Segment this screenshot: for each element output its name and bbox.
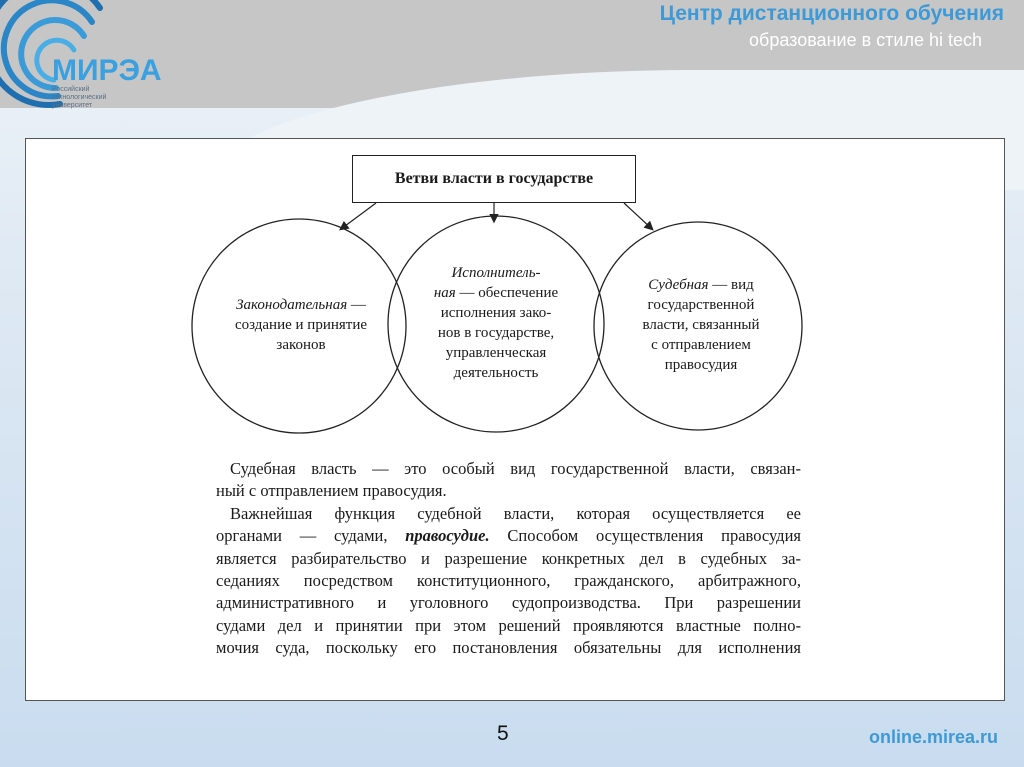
- site-link[interactable]: online.mirea.ru: [868, 727, 998, 747]
- text-line: ный с отправлением правосудия.: [216, 481, 447, 501]
- slide-content: [25, 138, 1005, 701]
- text-line: является разбирательство и разрешение конкретных дел в судебных за-: [216, 548, 801, 568]
- executive-text: Исполнитель- ная — обеспечение исполнения зако- нов в государстве, управленческая деятельность: [433, 265, 559, 381]
- org-name: Российский технологический университет: [52, 86, 107, 109]
- text-line: судами дел и принятии при этом решений проявляются властные полно-: [216, 615, 801, 635]
- text-line: Важнейшая функция судебной власти, которая осуществляется ее: [230, 503, 801, 523]
- text-line: Судебная власть — это особый вид государственной власти, связан-: [230, 459, 801, 478]
- svg-text:МИРЭА: МИРЭА: [52, 54, 162, 87]
- text-line: седаниях посредством конституционного, гражданского, арбитражного,: [216, 571, 801, 591]
- text-line: мочия суда, поскольку его постановления обязательны для исполнения: [216, 638, 801, 658]
- body-text: [216, 458, 801, 660]
- text-line: административного и уголовного судопроизводства. При разрешении: [216, 593, 801, 613]
- legislative-text: Законодательная — создание и принятие законов: [234, 297, 368, 353]
- top-box: Ветви власти в государстве: [352, 155, 636, 203]
- header-subtitle: образование в стиле hi tech: [749, 30, 982, 50]
- header-title: Центр дистанционного обучения: [659, 2, 1004, 25]
- arrow-right: [624, 203, 652, 229]
- arrow-left: [341, 203, 376, 229]
- judicial-text: Судебная — вид государственной власти, связанный с отправлением правосудия: [642, 277, 760, 373]
- text-line: органами — судами, правосудие. Способом осуществления правосудия: [216, 526, 801, 546]
- page-number: 5: [497, 722, 509, 745]
